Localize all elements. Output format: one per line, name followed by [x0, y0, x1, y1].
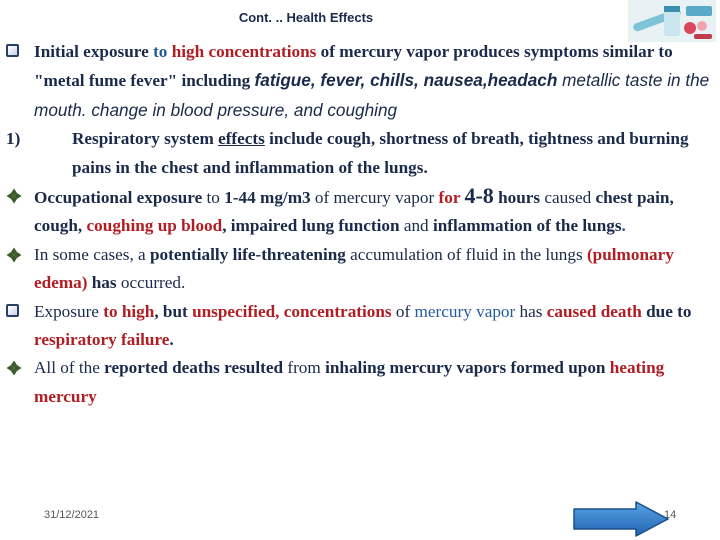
diamond-bullet-icon [6, 241, 32, 272]
text-run: 4-8 [464, 183, 494, 209]
text-run: high concentrations [171, 42, 321, 61]
text-run: chest pain, cough, [34, 188, 674, 236]
text-run: from [283, 358, 326, 378]
item-text [6, 241, 712, 298]
medical-supplies-image [628, 0, 716, 42]
text-run: heating mercury [34, 358, 665, 406]
text-run: inhaling mercury vapors formed upon [325, 358, 606, 378]
text-run: has [87, 273, 117, 293]
item-text [6, 38, 712, 125]
text-run: inflammation of the lungs [432, 216, 622, 236]
text-run: effects [218, 129, 265, 149]
text-run: All of the [34, 358, 105, 378]
text-run: mercury vapor [414, 301, 516, 321]
text-run: and [399, 216, 433, 236]
checkbox-bullet-icon [6, 38, 32, 66]
item-text [6, 354, 712, 411]
square-bullet-icon [6, 44, 19, 57]
checkbox-bullet-icon [6, 298, 32, 326]
item-text [6, 182, 712, 241]
text-run: Exposure [34, 301, 104, 321]
text-run: metallic taste in the mouth. change in blood pressure, and coughing [34, 70, 710, 120]
text-run: to [206, 188, 225, 208]
bullet-list [6, 38, 712, 411]
text-run: due to [641, 301, 692, 321]
text-run: caused [540, 188, 596, 208]
page-number: 14 [664, 509, 677, 521]
text-run: caused death [546, 301, 642, 321]
list-item [6, 125, 712, 182]
text-run: reported deaths resulted [104, 358, 284, 378]
text-run: , impaired lung function [222, 216, 400, 236]
text-run: include cough, shortness of breath, tightness and burning pains in the chest and inflammation of the lungs. [72, 129, 689, 177]
diamond-bullet-icon [6, 182, 32, 213]
list-item [6, 38, 712, 125]
next-slide-arrow[interactable] [572, 501, 670, 537]
text-run: of mercury vapor [310, 188, 439, 208]
diamond-bullet-icon [6, 354, 32, 385]
square-bullet-icon [6, 304, 19, 317]
text-run: coughing up blood [86, 216, 223, 236]
text-run: of [391, 301, 415, 321]
text-run: . [169, 330, 174, 350]
list-item [6, 241, 712, 298]
text-run: unspecified, concentrations [192, 301, 392, 321]
text-run: to high [103, 301, 155, 321]
text-run: , but [154, 301, 193, 321]
text-run: accumulation of fluid in the lungs [345, 244, 587, 264]
text-run: In some cases, a [34, 244, 150, 264]
text-run: Respiratory system [72, 129, 219, 149]
text-run: Initial exposure [34, 42, 154, 61]
list-item [6, 182, 712, 241]
text-run: of mercury vapor produces symptoms similar to "metal fume fever" including [34, 42, 673, 91]
text-run: for [438, 188, 465, 208]
item-text [6, 298, 712, 355]
text-run: respiratory failure [34, 330, 170, 350]
text-run: 1-44 mg/m3 [224, 188, 311, 208]
text-run: to [153, 42, 172, 61]
list-item [6, 298, 712, 355]
right-arrow-icon [574, 502, 668, 536]
text-run: potentially life-threatening [149, 244, 346, 264]
text-run: occurred. [116, 273, 186, 293]
list-item [6, 354, 712, 411]
text-run: fatigue, fever, chills, nausea,headach [254, 70, 558, 91]
text-run: (pulmonary edema) [34, 244, 674, 293]
text-run: Occupational exposure [34, 188, 207, 208]
text-run: hours [493, 188, 541, 208]
footer-date: 31/12/2021 [44, 509, 100, 521]
slide-title: Cont. .. Health Effects [238, 10, 374, 25]
text-run: has [515, 301, 547, 321]
list-number: 1) [6, 129, 21, 149]
item-text [6, 125, 712, 182]
text-run: . [621, 216, 626, 236]
